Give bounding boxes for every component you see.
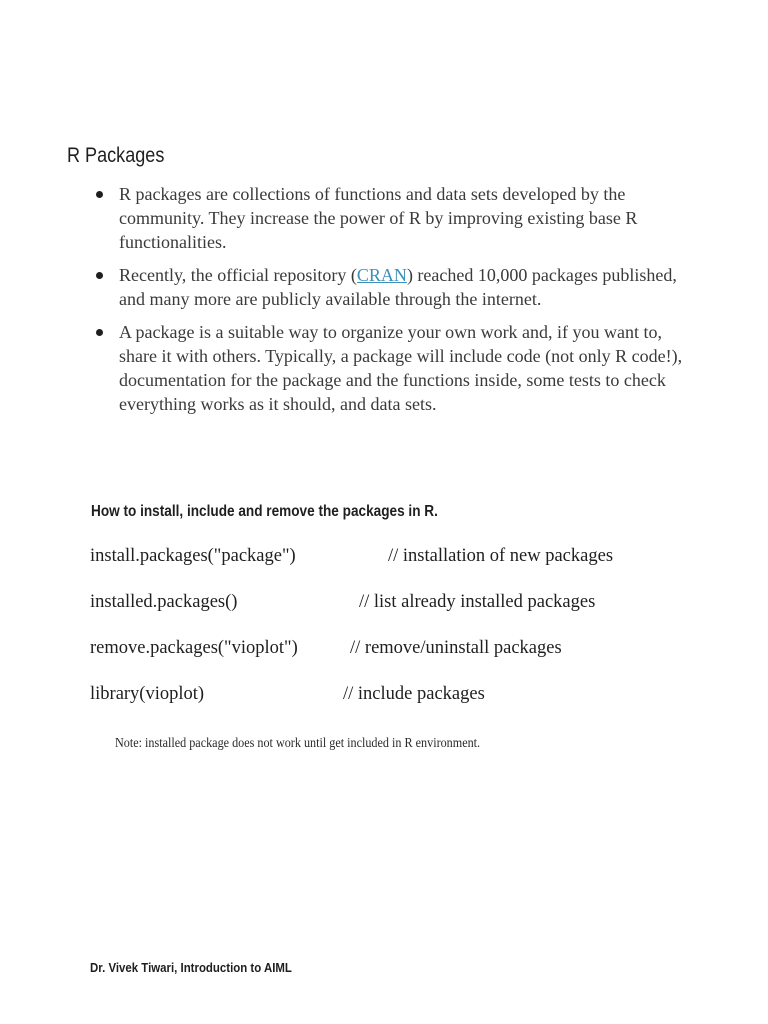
- bullet-list: [92, 182, 692, 425]
- command-comment: // list already installed packages: [359, 592, 596, 612]
- bullet-text-after: ) reached 10,000 packages published, and many more are publicly available through the internet.: [119, 265, 677, 309]
- bullet-text: R packages are collections of functions and data sets developed by the community. They increase the power of R by improving existing base R functionalities.: [119, 184, 638, 252]
- command-code: remove.packages("vioplot"): [90, 638, 298, 658]
- command-code: library(vioplot): [90, 684, 205, 704]
- list-item: [92, 320, 692, 416]
- command-code: installed.packages(): [90, 592, 238, 612]
- list-item: [92, 182, 692, 254]
- command-comment: // installation of new packages: [388, 546, 614, 566]
- bullet-icon: [96, 272, 103, 279]
- bullet-icon: [96, 329, 103, 336]
- note-text: Note: installed package does not work until get included in R environment.: [115, 735, 481, 750]
- howto-heading: How to install, include and remove the packages in R.: [91, 503, 438, 520]
- bullet-text-before: Recently, the official repository (: [119, 265, 357, 285]
- command-comment: // include packages: [343, 684, 485, 704]
- page-title: R Packages: [67, 144, 165, 167]
- command-code: install.packages("package"): [90, 546, 296, 566]
- list-item: [92, 263, 692, 311]
- footer-text: Dr. Vivek Tiwari, Introduction to AIML: [90, 960, 292, 975]
- command-comment: // remove/uninstall packages: [350, 638, 562, 658]
- bullet-icon: [96, 191, 103, 198]
- cran-link[interactable]: CRAN: [356, 265, 407, 285]
- bullet-text: A package is a suitable way to organize your own work and, if you want to, share it with others. Typically, a package will include code (not only R code!), documentation for the package and the functions inside, some tests to check everything works as it should, and data sets.: [119, 322, 683, 414]
